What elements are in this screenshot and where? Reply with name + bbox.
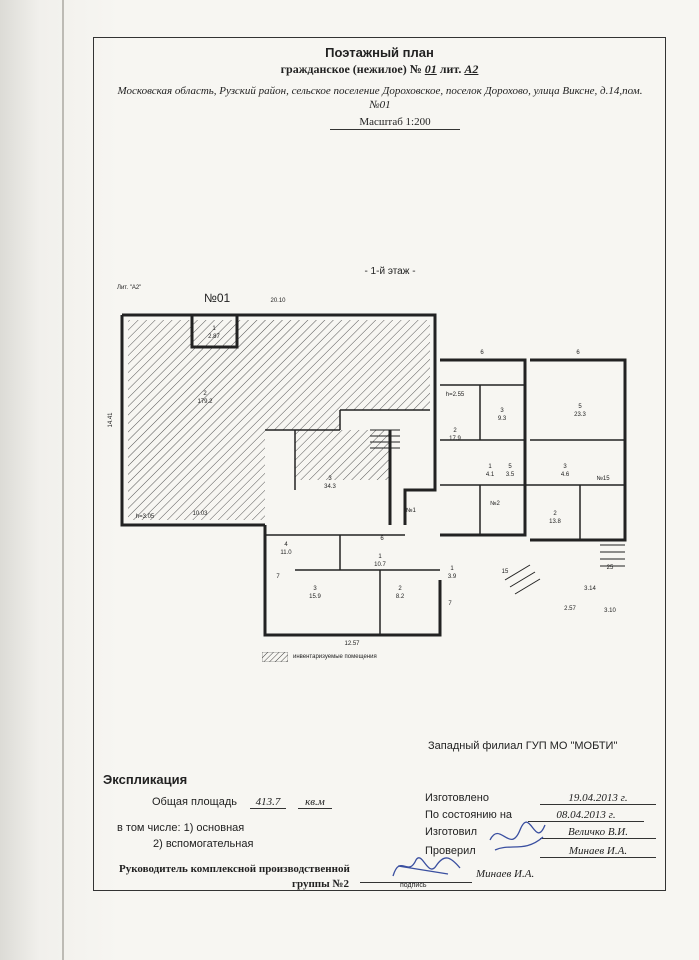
svg-text:7: 7 <box>448 601 452 607</box>
svg-text:17.9: 17.9 <box>449 436 461 442</box>
plan-title: Поэтажный план <box>325 45 434 60</box>
floor-label: - 1-й этаж - <box>364 266 416 277</box>
svg-text:2.87: 2.87 <box>208 334 220 340</box>
made-date: 19.04.2013 г. <box>540 792 656 805</box>
svg-text:3: 3 <box>313 586 317 592</box>
svg-text:20.10: 20.10 <box>270 298 286 304</box>
svg-text:1: 1 <box>212 326 216 332</box>
area-unit: кв.м <box>298 796 332 809</box>
svg-text:6: 6 <box>380 536 384 542</box>
svg-text:179.2: 179.2 <box>197 399 213 405</box>
svg-text:h=2.55: h=2.55 <box>445 392 465 398</box>
plan-subtitle <box>93 62 666 77</box>
subtitle-lit-label: лит. <box>439 62 462 76</box>
including-label: в том числе: 1) основная <box>117 822 245 834</box>
svg-text:6: 6 <box>576 350 580 356</box>
explication-heading: Экспликация <box>103 772 188 787</box>
svg-text:1: 1 <box>450 566 454 572</box>
scale: Масштаб 1:200 <box>330 116 460 130</box>
svg-text:3.14: 3.14 <box>584 586 596 592</box>
svg-text:2: 2 <box>453 428 457 434</box>
svg-text:3.5: 3.5 <box>505 472 515 478</box>
manager-name: Минаев И.А. <box>476 868 535 880</box>
svg-text:11.0: 11.0 <box>280 550 292 556</box>
svg-text:h=3.05: h=3.05 <box>135 514 155 520</box>
svg-text:4.6: 4.6 <box>560 472 570 478</box>
signature-caption: подпись <box>400 882 427 889</box>
svg-text:2: 2 <box>203 391 207 397</box>
checked-label: Проверил <box>425 845 476 857</box>
binding-edge <box>62 0 64 960</box>
svg-text:4.1: 4.1 <box>485 472 495 478</box>
svg-text:6: 6 <box>480 350 484 356</box>
svg-text:№1: №1 <box>406 508 416 514</box>
state-label: По состоянию на <box>425 809 513 821</box>
svg-text:3.9: 3.9 <box>447 574 457 580</box>
svg-text:3: 3 <box>328 476 332 482</box>
svg-text:2.57: 2.57 <box>564 606 576 612</box>
svg-text:13.8: 13.8 <box>549 519 561 525</box>
floor-plan <box>100 290 640 650</box>
subtitle-prefix: гражданское (нежилое) <box>280 62 407 76</box>
subtitle-lit-value: А2 <box>464 62 479 76</box>
svg-text:7: 7 <box>276 574 280 580</box>
signature-scribble <box>388 848 468 884</box>
svg-text:2: 2 <box>553 511 557 517</box>
subtitle-no-label: № <box>409 62 422 76</box>
address: Московская область, Рузский район, сельское поселение Дороховское, поселок Дорохово, улица Виксне, д.14,пом.№01 <box>117 85 643 111</box>
svg-text:23.3: 23.3 <box>574 412 586 418</box>
lit-label: Лит. "А2" <box>117 285 142 291</box>
svg-text:1: 1 <box>488 464 492 470</box>
organization: Западный филиал ГУП МО "МОБТИ" <box>428 740 618 752</box>
svg-text:34.3: 34.3 <box>324 484 336 490</box>
total-area-value: 413.7 <box>250 796 286 809</box>
checked-name: Минаев И.А. <box>540 845 656 858</box>
svg-text:5: 5 <box>508 464 512 470</box>
total-area-label: Общая площадь <box>152 796 237 808</box>
aux-label: 2) вспомогательная <box>153 838 254 850</box>
svg-text:№15: №15 <box>596 476 610 482</box>
svg-text:4: 4 <box>284 542 288 548</box>
svg-text:10.03: 10.03 <box>192 511 208 517</box>
made-by-label: Изготовил <box>425 826 478 838</box>
svg-text:14.41: 14.41 <box>108 412 114 428</box>
state-date: 08.04.2013 г. <box>528 809 644 822</box>
svg-text:15: 15 <box>501 569 509 575</box>
subtitle-no-value: 01 <box>424 62 437 76</box>
svg-text:№2: №2 <box>490 501 500 507</box>
svg-text:9.3: 9.3 <box>497 416 507 422</box>
hatched-area <box>128 320 430 520</box>
svg-text:12.57: 12.57 <box>344 641 360 647</box>
svg-text:8.2: 8.2 <box>395 594 405 600</box>
hatch-legend-swatch <box>262 652 288 662</box>
svg-text:3.10: 3.10 <box>604 608 616 614</box>
svg-text:5: 5 <box>578 404 582 410</box>
stamp-scribble <box>485 815 555 860</box>
svg-text:25: 25 <box>606 565 614 571</box>
manager-line-2: группы №2 <box>292 878 350 890</box>
made-label: Изготовлено <box>425 792 489 804</box>
svg-text:10.7: 10.7 <box>374 562 386 568</box>
svg-text:3: 3 <box>500 408 504 414</box>
svg-text:15.9: 15.9 <box>309 594 321 600</box>
manager-line-1: Руководитель комплексной производственной <box>119 863 350 875</box>
svg-text:3: 3 <box>563 464 567 470</box>
svg-text:1: 1 <box>378 554 382 560</box>
premise-label: №01 <box>204 291 231 305</box>
made-by-name: Величко В.И. <box>540 826 656 839</box>
svg-text:2: 2 <box>398 586 402 592</box>
legend-label: инвентаризуемые помещения <box>293 654 377 660</box>
